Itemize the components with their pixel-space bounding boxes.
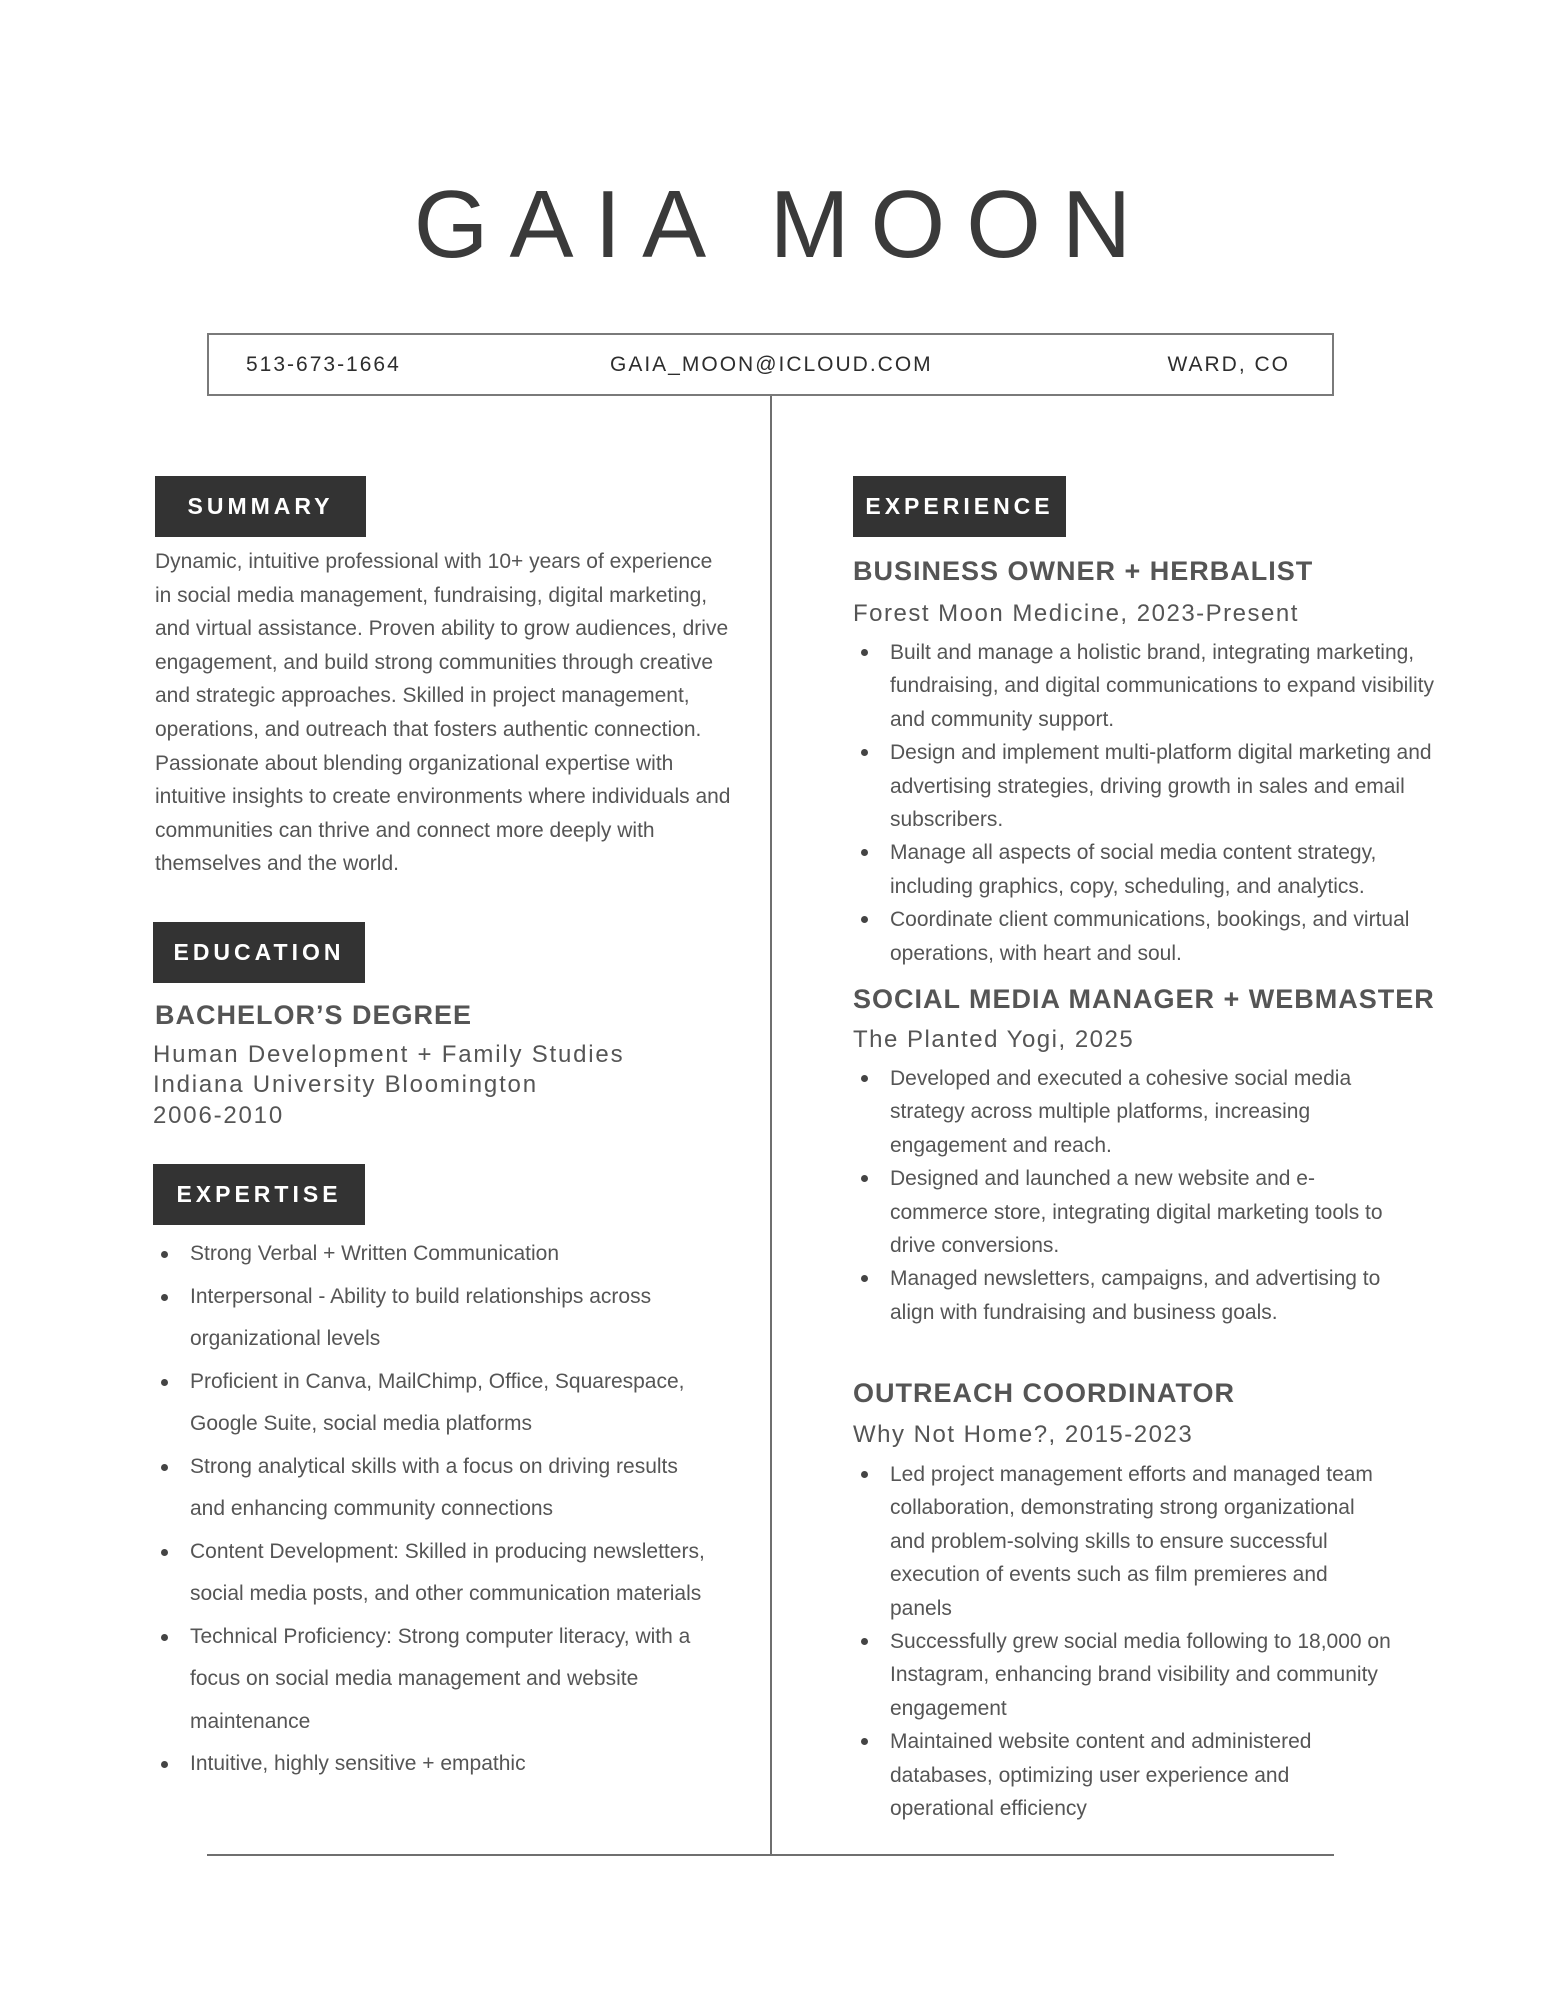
list-item: Developed and executed a cohesive social media strategy across multiple platforms, increasing engagement and reach. [853,1062,1393,1162]
list-item: Led project management efforts and managed team collaboration, demonstrating strong organizational and problem-solving skills to ensure successful execution of events such as film premieres and panels [853,1458,1393,1625]
candidate-name: GAIA MOON [413,171,1153,278]
job-subtitle: Forest Moon Medicine, 2023-Present [853,600,1299,627]
contact-phone: 513-673-1664 [246,353,401,376]
expertise-heading: EXPERTISE [153,1164,365,1225]
list-item: Design and implement multi-platform digital marketing and advertising strategies, driving growth in sales and email subscribers. [853,736,1443,836]
list-item: Proficient in Canva, MailChimp, Office, Squarespace, Google Suite, social media platforms [153,1361,713,1446]
contact-location: WARD, CO [1167,353,1290,376]
job-bullets [853,636,1443,970]
job-subtitle: Why Not Home?, 2015-2023 [853,1421,1194,1448]
contact-email: GAIA_MOON@ICLOUD.COM [610,353,933,376]
experience-heading: EXPERIENCE [853,476,1066,537]
job-title: BUSINESS OWNER + HERBALIST [853,556,1314,586]
list-item: Technical Proficiency: Strong computer literacy, with a focus on social media management and website maintenance [153,1616,713,1744]
degree-years: 2006-2010 [153,1102,284,1129]
list-item: Manage all aspects of social media content strategy, including graphics, copy, scheduling, and analytics. [853,836,1443,903]
job-bullets [853,1062,1393,1329]
list-item: Strong analytical skills with a focus on driving results and enhancing community connections [153,1446,713,1531]
list-item: Built and manage a holistic brand, integrating marketing, fundraising, and digital communications to expand visibility and community support. [853,636,1443,736]
list-item: Content Development: Skilled in producing newsletters, social media posts, and other communication materials [153,1531,713,1616]
job-title: SOCIAL MEDIA MANAGER + WEBMASTER [853,984,1435,1014]
list-item: Interpersonal - Ability to build relationships across organizational levels [153,1276,713,1361]
education-heading: EDUCATION [153,922,365,983]
job-title: OUTREACH COORDINATOR [853,1378,1235,1408]
degree-title: BACHELOR’S DEGREE [155,1000,473,1030]
degree-field: Human Development + Family Studies [153,1041,625,1068]
job-bullets [853,1458,1393,1825]
list-item: Successfully grew social media following to 18,000 on Instagram, enhancing brand visibility and community engagement [853,1625,1393,1725]
list-item: Managed newsletters, campaigns, and advertising to align with fundraising and business goals. [853,1262,1393,1329]
expertise-list [153,1233,713,1786]
list-item: Intuitive, highly sensitive + empathic [153,1743,713,1786]
degree-school: Indiana University Bloomington [153,1071,538,1098]
summary-text: Dynamic, intuitive professional with 10+ years of experience in social media management, fundraising, digital marketing, and virtual assistance. Proven ability to grow audiences, drive engagement, and build strong communities through creative and strategic approaches. Skilled in project management, operations, and outreach that fosters authentic connection. Passionate about blending organizational expertise with intuitive insights to create environments where individuals and communities can thrive and connect more deeply with themselves and the world. [155,550,731,876]
list-item: Maintained website content and administered databases, optimizing user experience and operational efficiency [853,1725,1393,1825]
job-subtitle: The Planted Yogi, 2025 [853,1026,1135,1053]
list-item: Strong Verbal + Written Communication [153,1233,713,1276]
column-divider [770,396,772,1856]
bottom-divider [207,1854,1334,1856]
list-item: Designed and launched a new website and e-commerce store, integrating digital marketing tools to drive conversions. [853,1162,1393,1262]
summary-heading: SUMMARY [155,476,366,537]
contact-bar [207,333,1334,396]
list-item: Coordinate client communications, bookings, and virtual operations, with heart and soul. [853,903,1443,970]
